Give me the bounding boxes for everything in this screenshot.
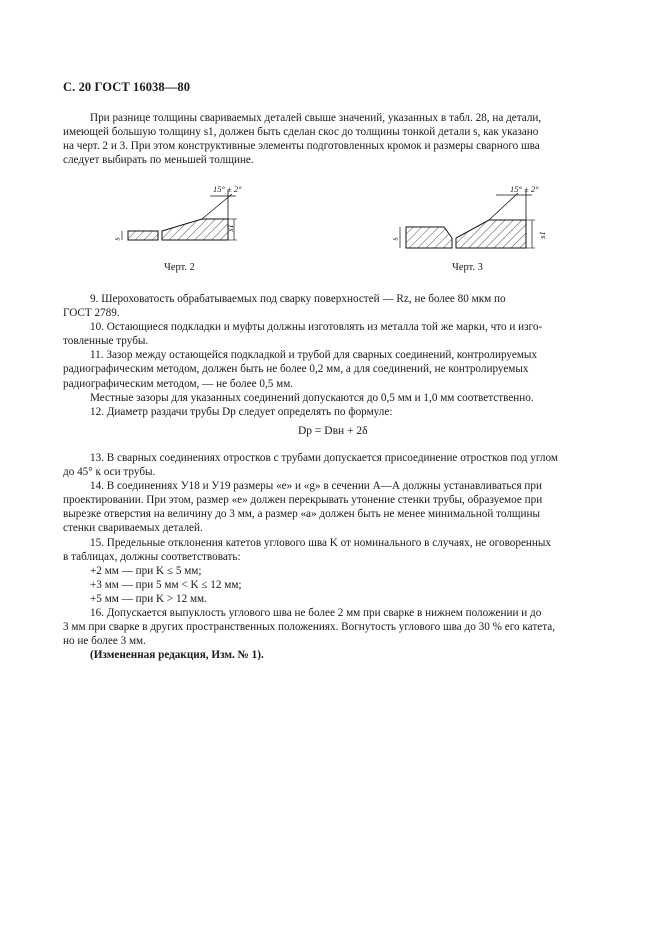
item-12-line: 12. Диаметр раздачи трубы Dр следует определять по формуле: (90, 405, 393, 418)
intro-line: имеющей большую толщину s1, должен быть сделан скос до толщины тонкой детали s, как указано (63, 126, 539, 139)
thin-plate-shape (128, 231, 158, 240)
item-11-line: 11. Зазор между остающейся подкладкой и трубой для сварных соединений, контролируемых (90, 349, 538, 362)
item-14-line: проектировании. При этом, размер «e» должен перекрывать утонение стенки трубы, образуемое при (63, 494, 543, 507)
formula: Dр = Dвн + 2δ (298, 425, 368, 437)
figure-3-s-label: s (389, 237, 400, 241)
item-11-line: радиографическим методом, должен быть не более 0,2 мм, а для соединений, не контролируемых (63, 363, 529, 376)
figure-2-s1-label: s1 (224, 224, 235, 232)
intro-paragraph (63, 111, 601, 167)
thick-plate-shape (456, 220, 526, 248)
item-10-line: товленные трубы. (63, 335, 149, 348)
edition-note: (Измененная редакция, Изм. № 1). (90, 649, 264, 662)
thin-plate-shape (406, 227, 452, 248)
figure-3-angle-label: 15° ± 2° (510, 184, 539, 194)
item-14-line: вырезке отверстия на величину до 3 мм, а размер «a» должен быть не менее минимальной толщины (63, 508, 541, 521)
item-16-line: 16. Допускается выпуклость углового шва не более 2 мм при сварке в нижнем положении и до (90, 607, 542, 620)
item-13-line: 13. В сварных соединениях отростков с трубами допускается присоединение отростков под углом (90, 452, 558, 464)
figure-2-s-label: s (111, 237, 122, 241)
item-15-line: в таблицах, должны соответствовать: (63, 550, 241, 563)
item-15-line: +5 мм — при K > 12 мм. (90, 592, 207, 605)
items-13-16 (63, 451, 601, 662)
intro-line: на черт. 2 и 3. При этом конструктивные элементы подготовленных кромок и размеры сварного шва (63, 140, 540, 153)
item-15-line: +3 мм — при 5 мм < K ≤ 12 мм; (90, 578, 242, 591)
page-header: С. 20 ГОСТ 16038—80 (63, 80, 191, 94)
thick-plate-shape (162, 219, 228, 240)
item-14-line: стенки свариваемых деталей. (63, 522, 203, 535)
item-16-line: но не более 3 мм. (63, 635, 146, 648)
item-9-line: 9. Шероховатость обрабатываемых под сварку поверхностей — Rz, не более 80 мкм по (90, 293, 506, 305)
intro-line: следует выбирать по меньшей толщине. (63, 154, 254, 167)
item-13-line: до 45° к оси трубы. (63, 466, 156, 479)
figure-3-s1-label: s1 (536, 231, 547, 239)
item-16-line: 3 мм при сварке в других пространственных положениях. Вогнутость углового шва до 30 % его катета, (63, 621, 555, 634)
figure-2-angle-label: 15° ± 2° (213, 184, 242, 194)
item-10-line: 10. Остающиеся подкладки и муфты должны изготовлять из металла той же марки, что и изго- (90, 321, 543, 334)
figure-2-caption: Черт. 2 (164, 262, 195, 273)
item-9-line: ГОСТ 2789. (63, 307, 120, 320)
item-15-line: +2 мм — при K ≤ 5 мм; (90, 564, 202, 577)
item-14-line: 14. В соединениях У18 и У19 размеры «e» и «g» в сечении А—А должны устанавливаться при (90, 480, 542, 493)
items-9-12 (63, 292, 601, 419)
item-11-line: Местные зазоры для указанных соединений допускаются до 0,5 мм и 1,0 мм соответственно. (90, 391, 534, 404)
intro-line: При разнице толщины свариваемых деталей свыше значений, указанных в табл. 28, на детали, (90, 112, 542, 124)
item-11-line: радиографическим методом, — не более 0,5 мм. (63, 377, 294, 390)
figure-3-caption: Черт. 3 (452, 262, 483, 273)
item-15-line: 15. Предельные отклонения катетов углового шва K от номинального в случаях, не оговоренных (90, 536, 552, 549)
